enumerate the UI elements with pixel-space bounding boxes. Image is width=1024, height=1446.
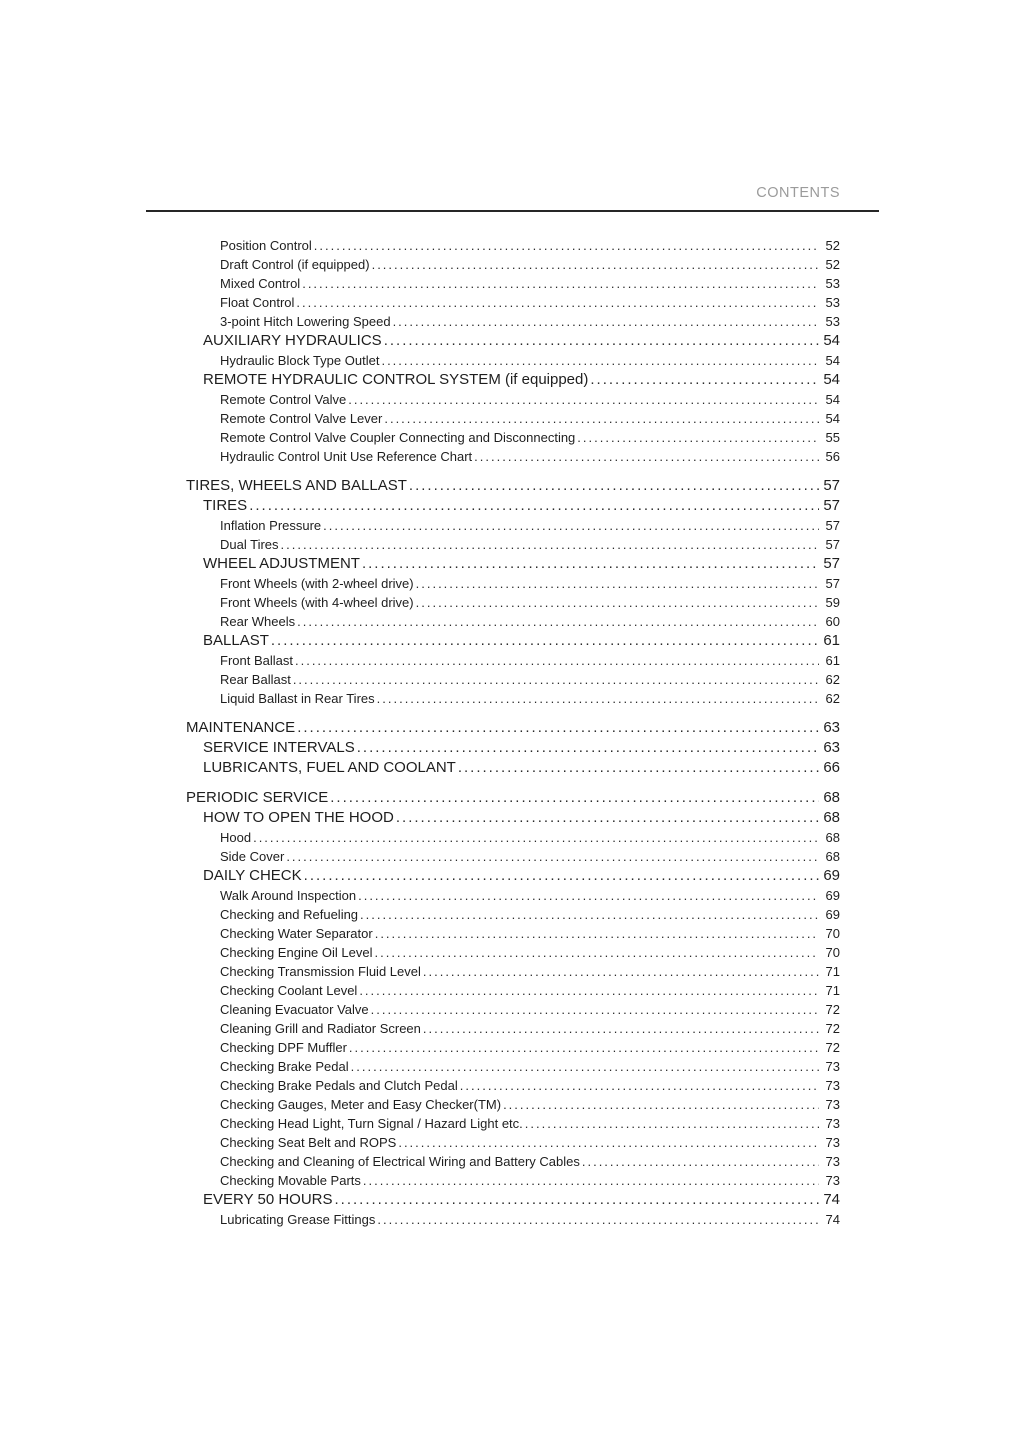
dot-leader <box>525 1114 819 1133</box>
toc-entry <box>186 390 840 409</box>
toc-entry <box>186 689 840 708</box>
toc-entry <box>186 293 840 312</box>
toc-entry-page: 73 <box>825 1154 840 1169</box>
page-header-label: CONTENTS <box>756 185 840 201</box>
dot-leader <box>416 574 819 593</box>
table-of-contents <box>186 236 840 1229</box>
toc-entry-label: Dual Tires <box>220 537 279 552</box>
dot-leader <box>363 1171 819 1190</box>
toc-entry <box>186 1133 840 1152</box>
toc-entry <box>186 593 840 612</box>
dot-leader <box>297 612 819 631</box>
dot-leader <box>335 1190 820 1210</box>
toc-entry <box>186 331 840 351</box>
toc-entry-label: Checking Brake Pedal <box>220 1059 349 1074</box>
toc-entry-page: 68 <box>823 789 840 806</box>
toc-entry <box>186 758 840 778</box>
toc-entry-page: 72 <box>825 1040 840 1055</box>
toc-entry <box>186 1038 840 1057</box>
dot-leader <box>374 943 819 962</box>
toc-entry <box>186 717 840 738</box>
toc-entry-page: 57 <box>825 537 840 552</box>
toc-entry-page: 74 <box>825 1212 840 1227</box>
toc-entry-label: TIRES, WHEELS AND BALLAST <box>186 477 407 494</box>
toc-entry <box>186 631 840 651</box>
toc-entry-label: BALLAST <box>203 632 269 649</box>
toc-entry <box>186 255 840 274</box>
toc-entry-page: 53 <box>825 295 840 310</box>
header-rule <box>146 210 879 212</box>
toc-entry <box>186 554 840 574</box>
dot-leader <box>323 516 819 535</box>
dot-leader <box>271 631 819 651</box>
toc-entry <box>186 496 840 516</box>
toc-entry <box>186 516 840 535</box>
toc-entry <box>186 962 840 981</box>
toc-entry <box>186 351 840 370</box>
toc-entry-page: 63 <box>823 739 840 756</box>
dot-leader <box>360 905 819 924</box>
toc-entry-label: Checking Engine Oil Level <box>220 945 373 960</box>
dot-leader <box>372 255 819 274</box>
toc-entry-page: 73 <box>825 1116 840 1131</box>
dot-leader <box>330 787 819 808</box>
toc-entry <box>186 428 840 447</box>
toc-entry-page: 57 <box>825 518 840 533</box>
dot-leader <box>302 274 819 293</box>
toc-entry-page: 54 <box>823 371 840 388</box>
toc-entry-page: 73 <box>825 1135 840 1150</box>
dot-leader <box>590 370 819 390</box>
toc-entry-page: 73 <box>825 1173 840 1188</box>
toc-entry <box>186 312 840 331</box>
toc-entry-label: Checking Seat Belt and ROPS <box>220 1135 397 1150</box>
toc-entry <box>186 847 840 866</box>
toc-entry-label: Float Control <box>220 295 295 310</box>
toc-entry-label: Remote Control Valve Lever <box>220 411 383 426</box>
dot-leader <box>377 689 819 708</box>
dot-leader <box>351 1057 819 1076</box>
toc-entry-page: 69 <box>825 907 840 922</box>
toc-entry-page: 57 <box>823 497 840 514</box>
toc-entry-label: Checking Transmission Fluid Level <box>220 964 421 979</box>
toc-entry <box>186 574 840 593</box>
toc-entry-page: 66 <box>823 759 840 776</box>
toc-entry <box>186 1152 840 1171</box>
toc-entry <box>186 1057 840 1076</box>
toc-entry-label: Rear Ballast <box>220 672 291 687</box>
dot-leader <box>293 670 819 689</box>
toc-entry-label: SERVICE INTERVALS <box>203 739 355 756</box>
toc-entry-label: Hydraulic Control Unit Use Reference Chart <box>220 449 473 464</box>
dot-leader <box>249 496 819 516</box>
dot-leader <box>460 1076 819 1095</box>
toc-entry-label: Checking Brake Pedals and Clutch Pedal <box>220 1078 458 1093</box>
dot-leader <box>503 1095 819 1114</box>
toc-entry <box>186 924 840 943</box>
toc-entry <box>186 670 840 689</box>
toc-entry-label: Liquid Ballast in Rear Tires <box>220 691 375 706</box>
toc-entry <box>186 828 840 847</box>
toc-entry-page: 69 <box>825 888 840 903</box>
toc-entry-page: 52 <box>825 238 840 253</box>
toc-entry-label: Checking Head Light, Turn Signal / Hazard Light etc. <box>220 1116 523 1131</box>
dot-leader <box>396 808 819 828</box>
toc-entry <box>186 886 840 905</box>
toc-entry-page: 56 <box>825 449 840 464</box>
toc-entry <box>186 981 840 1000</box>
toc-entry-label: WHEEL ADJUSTMENT <box>203 555 360 572</box>
toc-entry <box>186 738 840 758</box>
toc-entry-label: Checking and Cleaning of Electrical Wiring and Battery Cables <box>220 1154 580 1169</box>
toc-entry <box>186 1095 840 1114</box>
dot-leader <box>423 962 819 981</box>
toc-entry-page: 54 <box>825 392 840 407</box>
toc-entry-label: Front Wheels (with 2-wheel drive) <box>220 576 414 591</box>
toc-entry <box>186 651 840 670</box>
toc-entry-label: Hydraulic Block Type Outlet <box>220 353 380 368</box>
toc-entry-label: Checking DPF Muffler <box>220 1040 347 1055</box>
toc-entry-page: 68 <box>825 830 840 845</box>
dot-leader <box>384 409 819 428</box>
toc-entry-label: DAILY CHECK <box>203 867 302 884</box>
toc-entry-label: REMOTE HYDRAULIC CONTROL SYSTEM (if equipped) <box>203 371 589 388</box>
toc-entry-label: Checking Movable Parts <box>220 1173 361 1188</box>
toc-entry <box>186 943 840 962</box>
toc-entry-page: 68 <box>823 809 840 826</box>
toc-entry-page: 60 <box>825 614 840 629</box>
toc-entry-label: Checking Gauges, Meter and Easy Checker(TM) <box>220 1097 502 1112</box>
toc-entry-label: Cleaning Grill and Radiator Screen <box>220 1021 421 1036</box>
dot-leader <box>577 428 819 447</box>
dot-leader <box>349 1038 819 1057</box>
toc-entry-label: Cleaning Evacuator Valve <box>220 1002 369 1017</box>
toc-entry-label: Rear Wheels <box>220 614 296 629</box>
dot-leader <box>281 535 819 554</box>
toc-entry <box>186 370 840 390</box>
toc-entry-label: PERIODIC SERVICE <box>186 789 329 806</box>
toc-entry <box>186 612 840 631</box>
dot-leader <box>295 651 819 670</box>
toc-entry <box>186 1000 840 1019</box>
dot-leader <box>371 1000 819 1019</box>
toc-entry-page: 59 <box>825 595 840 610</box>
toc-entry-label: Lubricating Grease Fittings <box>220 1212 376 1227</box>
toc-entry-label: AUXILIARY HYDRAULICS <box>203 332 382 349</box>
toc-entry-page: 62 <box>825 691 840 706</box>
toc-entry-page: 68 <box>825 849 840 864</box>
dot-leader <box>348 390 819 409</box>
toc-entry-label: 3-point Hitch Lowering Speed <box>220 314 391 329</box>
toc-entry-page: 63 <box>823 719 840 736</box>
toc-entry-page: 52 <box>825 257 840 272</box>
dot-leader <box>393 312 819 331</box>
dot-leader <box>314 236 819 255</box>
dot-leader <box>409 475 819 496</box>
toc-entry-label: HOW TO OPEN THE HOOD <box>203 809 394 826</box>
toc-entry-label: Mixed Control <box>220 276 301 291</box>
toc-entry-page: 53 <box>825 314 840 329</box>
toc-entry-page: 72 <box>825 1021 840 1036</box>
toc-entry-label: Front Ballast <box>220 653 293 668</box>
dot-leader <box>297 717 819 738</box>
toc-entry-page: 73 <box>825 1059 840 1074</box>
toc-entry-label: Checking and Refueling <box>220 907 359 922</box>
toc-entry-label: LUBRICANTS, FUEL AND COOLANT <box>203 759 456 776</box>
toc-entry-page: 54 <box>825 411 840 426</box>
dot-leader <box>286 847 819 866</box>
dot-leader <box>423 1019 819 1038</box>
toc-entry <box>186 1190 840 1210</box>
toc-entry-page: 71 <box>825 964 840 979</box>
toc-entry-page: 57 <box>823 555 840 572</box>
dot-leader <box>377 1210 819 1229</box>
toc-entry-page: 61 <box>825 653 840 668</box>
toc-entry-page: 53 <box>825 276 840 291</box>
toc-entry <box>186 1210 840 1229</box>
toc-entry-label: Hood <box>220 830 252 845</box>
toc-entry <box>186 409 840 428</box>
toc-entry-label: Side Cover <box>220 849 285 864</box>
toc-entry-label: Checking Coolant Level <box>220 983 358 998</box>
dot-leader <box>474 447 819 466</box>
dot-leader <box>359 981 819 1000</box>
toc-entry-label: TIRES <box>203 497 248 514</box>
toc-entry <box>186 1171 840 1190</box>
toc-entry <box>186 1019 840 1038</box>
dot-leader <box>304 866 819 886</box>
dot-leader <box>582 1152 819 1171</box>
dot-leader <box>384 331 819 351</box>
dot-leader <box>362 554 819 574</box>
toc-entry-page: 74 <box>823 1191 840 1208</box>
toc-entry-label: Remote Control Valve <box>220 392 347 407</box>
toc-entry-page: 70 <box>825 926 840 941</box>
toc-entry-label: Checking Water Separator <box>220 926 373 941</box>
toc-entry-page: 55 <box>825 430 840 445</box>
toc-entry <box>186 535 840 554</box>
toc-entry-label: Walk Around Inspection <box>220 888 357 903</box>
toc-entry-page: 73 <box>825 1097 840 1112</box>
dot-leader <box>458 758 819 778</box>
toc-entry <box>186 787 840 808</box>
toc-entry-label: Remote Control Valve Coupler Connecting and Disconnecting <box>220 430 576 445</box>
toc-entry-page: 71 <box>825 983 840 998</box>
dot-leader <box>358 886 819 905</box>
toc-entry-label: MAINTENANCE <box>186 719 296 736</box>
toc-entry-page: 73 <box>825 1078 840 1093</box>
toc-entry <box>186 236 840 255</box>
toc-entry <box>186 866 840 886</box>
dot-leader <box>357 738 819 758</box>
toc-entry-label: Draft Control (if equipped) <box>220 257 370 272</box>
toc-entry-label: Inflation Pressure <box>220 518 322 533</box>
toc-entry-page: 54 <box>823 332 840 349</box>
toc-entry-page: 69 <box>823 867 840 884</box>
dot-leader <box>296 293 819 312</box>
toc-entry <box>186 475 840 496</box>
toc-entry-page: 61 <box>823 632 840 649</box>
toc-entry <box>186 1114 840 1133</box>
dot-leader <box>381 351 819 370</box>
dot-leader <box>416 593 819 612</box>
toc-entry-page: 57 <box>825 576 840 591</box>
dot-leader <box>398 1133 819 1152</box>
toc-entry <box>186 447 840 466</box>
toc-entry <box>186 808 840 828</box>
toc-entry-label: EVERY 50 HOURS <box>203 1191 333 1208</box>
toc-entry-page: 62 <box>825 672 840 687</box>
toc-entry-page: 72 <box>825 1002 840 1017</box>
toc-entry <box>186 274 840 293</box>
toc-entry-page: 70 <box>825 945 840 960</box>
dot-leader <box>375 924 819 943</box>
toc-entry-page: 57 <box>823 477 840 494</box>
toc-entry-label: Position Control <box>220 238 312 253</box>
dot-leader <box>253 828 819 847</box>
toc-entry <box>186 905 840 924</box>
toc-entry-page: 54 <box>825 353 840 368</box>
toc-entry <box>186 1076 840 1095</box>
toc-entry-label: Front Wheels (with 4-wheel drive) <box>220 595 414 610</box>
